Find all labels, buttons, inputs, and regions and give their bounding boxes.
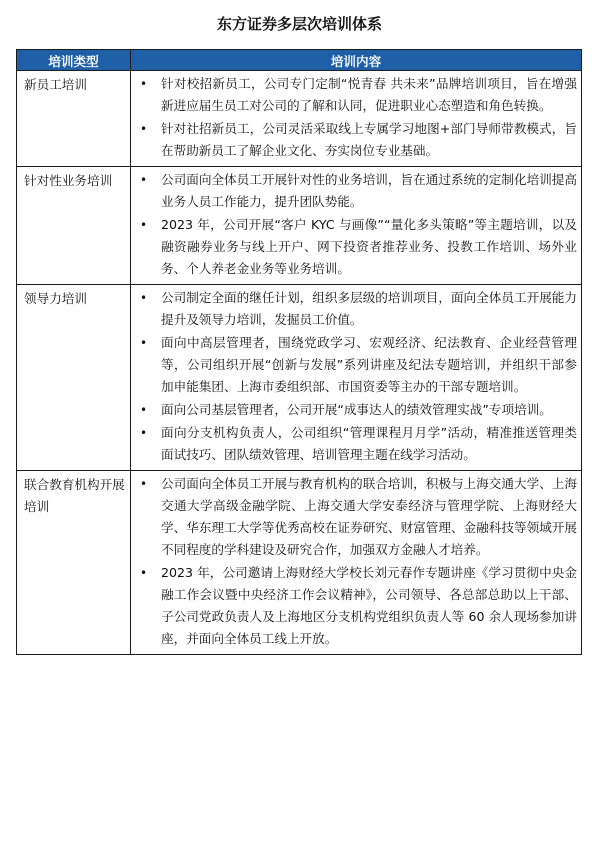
bullet-icon: • — [140, 122, 148, 136]
list-item — [131, 562, 577, 650]
content-list — [131, 73, 577, 162]
list-item — [131, 332, 577, 398]
content-list — [131, 169, 577, 280]
list-item-text: 公司面向全体员工开展与教育机构的联合培训，积极与上海交通大学、上海交通大学高级金融学院、上海交通大学安泰经济与管理学院、上海财经大学、华东理工大学等优秀高校在证券研究、财富管理、金融科技等领域开展不同程度的学科建设及研究合作，加强双方金融人才培养。 — [161, 476, 577, 557]
bullet-icon: • — [140, 336, 148, 350]
bullet-icon: • — [140, 173, 148, 187]
training-content-cell — [131, 71, 582, 167]
bullet-icon: • — [140, 403, 148, 417]
list-item-text: 2023 年，公司开展“客户 KYC 与画像”“量化多头策略”等主题培训，以及融资融券业务与线上开户、网下投资者推荐业务、投教工作培训、场外业务、个人养老金业务等业务培训。 — [161, 217, 577, 276]
content-list — [131, 473, 577, 650]
training-type-cell: 领导力培训 — [17, 285, 131, 471]
training-content-cell — [131, 167, 582, 285]
bullet-icon: • — [140, 477, 148, 491]
list-item — [131, 73, 577, 117]
training-content-cell — [131, 471, 582, 655]
content-list — [131, 287, 577, 466]
bullet-icon: • — [140, 426, 148, 440]
list-item — [131, 422, 577, 466]
table-row — [17, 471, 582, 655]
training-content-cell — [131, 285, 582, 471]
header-training-content: 培训内容 — [131, 50, 582, 71]
training-system-table — [16, 49, 582, 655]
list-item-text: 公司面向全体员工开展针对性的业务培训，旨在通过系统的定制化培训提高业务人员工作能力，提升团队势能。 — [161, 172, 577, 209]
table-row — [17, 71, 582, 167]
list-item-text: 针对社招新员工，公司灵活采取线上专属学习地图+部门导师带教模式，旨在帮助新员工了解企业文化、夯实岗位专业基础。 — [161, 121, 577, 158]
bullet-icon: • — [140, 218, 148, 232]
bullet-icon: • — [140, 77, 148, 91]
bullet-icon: • — [140, 291, 148, 305]
header-training-type: 培训类型 — [17, 50, 131, 71]
list-item — [131, 118, 577, 162]
table-row — [17, 285, 582, 471]
list-item — [131, 169, 577, 213]
list-item — [131, 399, 577, 421]
training-type-cell: 新员工培训 — [17, 71, 131, 167]
list-item-text: 公司制定全面的继任计划，组织多层级的培训项目，面向全体员工开展能力提升及领导力培训，发掘员工价值。 — [161, 290, 577, 327]
list-item — [131, 473, 577, 561]
training-type-cell: 联合教育机构开展培训 — [17, 471, 131, 655]
list-item-text: 2023 年，公司邀请上海财经大学校长刘元春作专题讲座《学习贯彻中央金融工作会议暨中央经济工作会议精神》，公司领导、各总部总助以上干部、子公司党政负责人及上海地区分支机构党组织负责人等 60 余人现场参加讲座，并面向全体员工线上开放。 — [161, 565, 577, 646]
list-item — [131, 214, 577, 280]
list-item-text: 针对校招新员工，公司专门定制“悦青春 共未来”品牌培训项目，旨在增强新进应届生员工对公司的了解和认同，促进职业心态塑造和角色转换。 — [161, 76, 577, 113]
bullet-icon: • — [140, 566, 148, 580]
table-header-row — [17, 50, 582, 71]
list-item-text: 面向中高层管理者，围绕党政学习、宏观经济、纪法教育、企业经营管理等，公司组织开展“创新与发展”系列讲座及纪法专题培训，并组织干部参加申能集团、上海市委组织部、市国资委等主办的干部专题培训。 — [161, 335, 577, 394]
list-item-text: 面向分支机构负责人，公司组织“管理课程月月学”活动，精准推送管理类面试技巧、团队绩效管理、培训管理主题在线学习活动。 — [161, 425, 577, 462]
table-row — [17, 167, 582, 285]
list-item-text: 面向公司基层管理者，公司开展“成事达人的绩效管理实战”专项培训。 — [161, 402, 552, 417]
training-type-cell: 针对性业务培训 — [17, 167, 131, 285]
list-item — [131, 287, 577, 331]
page-title: 东方证券多层次培训体系 — [216, 15, 382, 33]
